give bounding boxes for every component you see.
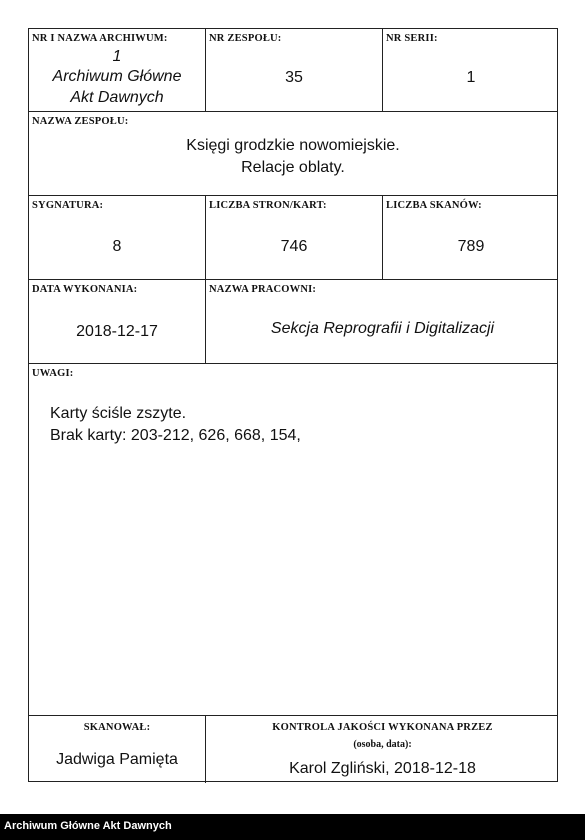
remarks-line2: Brak karty: 203-212, 626, 668, 154,	[50, 427, 301, 444]
scanned-by: Jadwiga Pamięta	[56, 751, 178, 768]
archive-name-line1: Archiwum Główne	[52, 68, 182, 85]
signature-label: SYGNATURA:	[32, 200, 104, 211]
fonds-name-line1: Księgi grodzkie nowomiejskie.	[186, 137, 400, 154]
cell-signature	[29, 196, 205, 279]
row-archive	[29, 29, 557, 112]
remarks-label: UWAGI:	[32, 368, 74, 379]
series-label: NR SERII:	[386, 33, 438, 44]
fonds-no: 35	[285, 69, 303, 86]
row-signoff	[29, 716, 557, 783]
scans-label: LICZBA SKANÓW:	[386, 200, 482, 211]
qc-by: Karol Zgliński, 2018-12-18	[289, 760, 476, 777]
qc-label: KONTROLA JAKOŚCI WYKONANA PRZEZ	[272, 722, 493, 733]
row-date	[29, 280, 557, 364]
remarks-line1: Karty ściśle zszyte.	[50, 405, 187, 422]
date-label: DATA WYKONANIA:	[32, 284, 138, 295]
series-no: 1	[466, 69, 476, 86]
cell-pages	[205, 196, 382, 279]
row-signature	[29, 196, 557, 280]
row-fonds-name	[29, 112, 557, 196]
archive-label: NR I NAZWA ARCHIWUM:	[32, 33, 168, 44]
cell-series	[382, 29, 559, 111]
archive-number: 1	[112, 48, 122, 65]
cell-date	[29, 280, 205, 363]
fonds-name-label: NAZWA ZESPOŁU:	[32, 116, 129, 127]
footer-bar	[0, 814, 585, 840]
scanned-label: SKANOWAŁ:	[83, 722, 151, 733]
fonds-name-line2: Relacje oblaty.	[241, 159, 345, 176]
pages-label: LICZBA STRON/KART:	[209, 200, 327, 211]
lab-value: Sekcja Reprografii i Digitalizacji	[270, 320, 495, 337]
cell-archive	[29, 29, 205, 111]
metadata-form	[28, 28, 558, 782]
qc-sub-label: (osoba, data):	[353, 739, 412, 750]
signature-value: 8	[112, 238, 122, 255]
cell-scanned	[29, 716, 205, 783]
cell-qc	[205, 716, 559, 783]
fonds-no-label: NR ZESPOŁU:	[209, 33, 282, 44]
cell-fonds-no	[205, 29, 382, 111]
row-remarks	[29, 364, 557, 716]
scans-value: 789	[457, 238, 485, 255]
cell-scans	[382, 196, 559, 279]
lab-label: NAZWA PRACOWNI:	[209, 284, 317, 295]
cell-lab	[205, 280, 559, 363]
footer-text: Archiwum Główne Akt Dawnych	[4, 820, 172, 832]
archive-name-line2: Akt Dawnych	[70, 89, 164, 106]
pages-value: 746	[280, 238, 308, 255]
date-value: 2018-12-17	[76, 323, 158, 340]
